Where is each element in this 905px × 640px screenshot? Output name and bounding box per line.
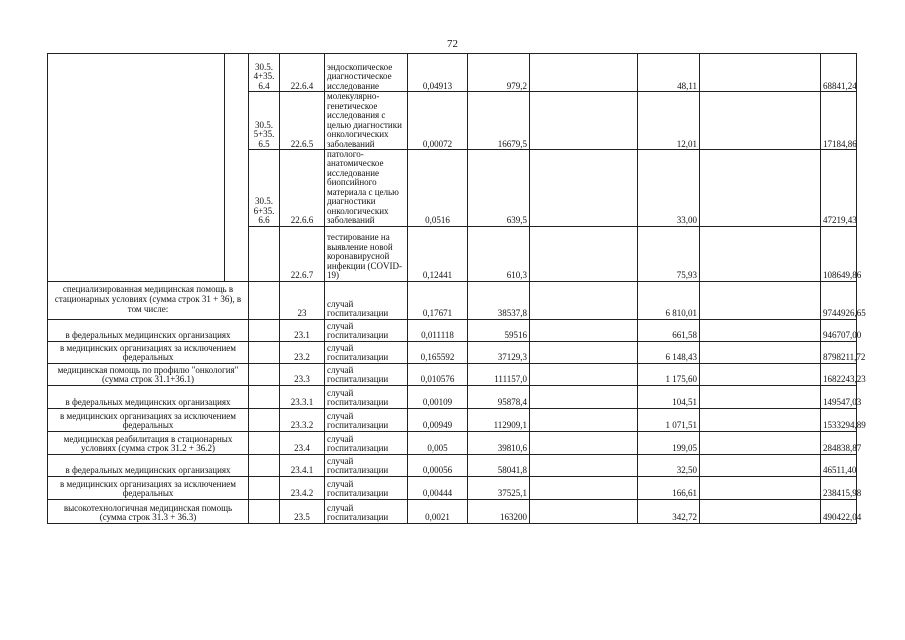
row-per-capita: 33,00 xyxy=(638,150,700,227)
row-label: в медицинских организациях за исключением федеральных xyxy=(48,476,249,499)
row-total: 284838,87 xyxy=(821,431,857,454)
empty-cell xyxy=(530,499,638,523)
row-unit: случай госпитализации xyxy=(325,431,408,454)
empty-cell xyxy=(225,54,249,282)
empty-cell xyxy=(700,319,821,341)
row-label: в медицинских организациях за исключением федеральных xyxy=(48,341,249,363)
empty-cell xyxy=(700,281,821,319)
page-number: 72 xyxy=(447,38,458,50)
row-unit: случай госпитализации xyxy=(325,319,408,341)
row-total: 946707,00 xyxy=(821,319,857,341)
row-cost: 37129,3 xyxy=(468,341,530,363)
row-unit: тестирование на выявление новой коронавирусной инфекции (COVID-19) xyxy=(325,226,408,281)
row-total: 149547,03 xyxy=(821,385,857,408)
norms-table xyxy=(47,53,866,524)
table-row xyxy=(48,363,857,385)
row-per-capita: 661,58 xyxy=(638,319,700,341)
row-per-capita: 75,93 xyxy=(638,226,700,281)
empty-cell xyxy=(700,454,821,476)
empty-cell xyxy=(530,150,638,227)
row-unit: случай госпитализации xyxy=(325,408,408,431)
row-number: 23.3 xyxy=(280,363,325,385)
row-code: 30.5. 5+35. 6.5 xyxy=(249,92,280,150)
row-code xyxy=(249,499,280,523)
table-row xyxy=(48,499,857,523)
empty-cell xyxy=(530,431,638,454)
row-cost: 58041,8 xyxy=(468,454,530,476)
row-cost: 163200 xyxy=(468,499,530,523)
row-cost: 95878,4 xyxy=(468,385,530,408)
row-number: 23.1 xyxy=(280,319,325,341)
row-norm: 0,0516 xyxy=(408,150,468,227)
empty-cell xyxy=(700,92,821,150)
empty-cell xyxy=(700,408,821,431)
empty-cell xyxy=(530,92,638,150)
row-cost: 610,3 xyxy=(468,226,530,281)
row-code xyxy=(249,363,280,385)
empty-cell xyxy=(530,408,638,431)
empty-cell xyxy=(700,385,821,408)
row-unit: патолого-анатомическое исследование биопсийного материала с целью диагностики онкологических заболеваний xyxy=(325,150,408,227)
row-per-capita: 199,05 xyxy=(638,431,700,454)
row-unit: молекулярно-генетическое исследования с целью диагностики онкологических заболеваний xyxy=(325,92,408,150)
row-cost: 639,5 xyxy=(468,150,530,227)
row-unit: случай госпитализации xyxy=(325,499,408,523)
row-norm: 0,0021 xyxy=(408,499,468,523)
row-number: 23.3.2 xyxy=(280,408,325,431)
row-total: 9744926,65 xyxy=(821,281,857,319)
row-total: 47219,43 xyxy=(821,150,857,227)
row-label: медицинская помощь по профилю "онкология" (сумма строк 31.1+36.1) xyxy=(48,363,249,385)
row-total: 17184,86 xyxy=(821,92,857,150)
row-norm: 0,010576 xyxy=(408,363,468,385)
row-cost: 59516 xyxy=(468,319,530,341)
empty-cell xyxy=(530,476,638,499)
row-per-capita: 6 148,43 xyxy=(638,341,700,363)
table-row xyxy=(48,476,857,499)
row-number: 23.3.1 xyxy=(280,385,325,408)
row-label: специализированная медицинская помощь в стационарных условиях (сумма строк 31 + 36), в том числе: xyxy=(48,281,249,319)
row-per-capita: 6 810,01 xyxy=(638,281,700,319)
table-row xyxy=(48,341,857,363)
row-total: 1682243,23 xyxy=(821,363,857,385)
row-per-capita: 104,51 xyxy=(638,385,700,408)
row-code xyxy=(249,281,280,319)
empty-cell xyxy=(700,363,821,385)
empty-cell xyxy=(530,319,638,341)
row-cost: 112909,1 xyxy=(468,408,530,431)
row-label: в федеральных медицинских организациях xyxy=(48,385,249,408)
empty-cell xyxy=(700,54,821,92)
row-cost: 37525,1 xyxy=(468,476,530,499)
row-norm: 0,00949 xyxy=(408,408,468,431)
row-norm: 0,005 xyxy=(408,431,468,454)
empty-cell xyxy=(700,476,821,499)
row-number: 23.4.2 xyxy=(280,476,325,499)
row-norm: 0,17671 xyxy=(408,281,468,319)
table-row xyxy=(48,431,857,454)
row-per-capita: 342,72 xyxy=(638,499,700,523)
row-code xyxy=(249,454,280,476)
empty-cell xyxy=(700,431,821,454)
table-row xyxy=(48,454,857,476)
row-code: 30.5. 4+35. 6.4 xyxy=(249,54,280,92)
row-code xyxy=(249,341,280,363)
row-number: 22.6.4 xyxy=(280,54,325,92)
empty-cell xyxy=(530,454,638,476)
row-per-capita: 1 071,51 xyxy=(638,408,700,431)
empty-cell xyxy=(530,385,638,408)
row-per-capita: 12,01 xyxy=(638,92,700,150)
table-row xyxy=(48,408,857,431)
row-norm: 0,12441 xyxy=(408,226,468,281)
row-cost: 16679,5 xyxy=(468,92,530,150)
empty-cell xyxy=(700,499,821,523)
row-label: высокотехнологичная медицинская помощь (сумма строк 31.3 + 36.3) xyxy=(48,499,249,523)
row-per-capita: 48,11 xyxy=(638,54,700,92)
row-number: 22.6.7 xyxy=(280,226,325,281)
row-number: 23.2 xyxy=(280,341,325,363)
row-number: 23.5 xyxy=(280,499,325,523)
row-total: 490422,04 xyxy=(821,499,857,523)
row-unit: случай госпитализации xyxy=(325,454,408,476)
row-code xyxy=(249,226,280,281)
row-total: 46511,40 xyxy=(821,454,857,476)
row-norm: 0,04913 xyxy=(408,54,468,92)
row-norm: 0,00444 xyxy=(408,476,468,499)
merged-label-cell xyxy=(48,54,225,282)
row-norm: 0,165592 xyxy=(408,341,468,363)
row-label: в медицинских организациях за исключением федеральных xyxy=(48,408,249,431)
row-number: 22.6.5 xyxy=(280,92,325,150)
empty-cell xyxy=(530,54,638,92)
row-per-capita: 166,61 xyxy=(638,476,700,499)
row-cost: 979,2 xyxy=(468,54,530,92)
table-row xyxy=(48,385,857,408)
table-row xyxy=(48,54,857,92)
table-row xyxy=(48,281,857,319)
row-total: 68841,24 xyxy=(821,54,857,92)
row-total: 8798211,72 xyxy=(821,341,857,363)
row-number: 23.4.1 xyxy=(280,454,325,476)
row-code xyxy=(249,476,280,499)
row-code: 30.5. 6+35. 6.6 xyxy=(249,150,280,227)
row-cost: 38537,8 xyxy=(468,281,530,319)
row-code xyxy=(249,431,280,454)
row-code xyxy=(249,319,280,341)
row-unit: случай госпитализации xyxy=(325,385,408,408)
row-total: 238415,98 xyxy=(821,476,857,499)
row-unit: случай госпитализации xyxy=(325,476,408,499)
empty-cell xyxy=(700,226,821,281)
row-number: 22.6.6 xyxy=(280,150,325,227)
row-cost: 111157,0 xyxy=(468,363,530,385)
row-unit: эндоскопическое диагностическое исследование xyxy=(325,54,408,92)
row-number: 23.4 xyxy=(280,431,325,454)
row-norm: 0,00072 xyxy=(408,92,468,150)
row-total: 1533294,89 xyxy=(821,408,857,431)
row-per-capita: 32,50 xyxy=(638,454,700,476)
row-label: в федеральных медицинских организациях xyxy=(48,454,249,476)
row-unit: случай госпитализации xyxy=(325,341,408,363)
empty-cell xyxy=(530,281,638,319)
row-norm: 0,011118 xyxy=(408,319,468,341)
row-total: 108649,86 xyxy=(821,226,857,281)
empty-cell xyxy=(530,341,638,363)
empty-cell xyxy=(530,226,638,281)
row-label: медицинская реабилитация в стационарных условиях (сумма строк 31.2 + 36.2) xyxy=(48,431,249,454)
table-row xyxy=(48,319,857,341)
row-per-capita: 1 175,60 xyxy=(638,363,700,385)
row-label: в федеральных медицинских организациях xyxy=(48,319,249,341)
row-code xyxy=(249,408,280,431)
row-unit: случай госпитализации xyxy=(325,363,408,385)
empty-cell xyxy=(700,341,821,363)
row-cost: 39810,6 xyxy=(468,431,530,454)
empty-cell xyxy=(700,150,821,227)
row-code xyxy=(249,385,280,408)
row-unit: случай госпитализации xyxy=(325,281,408,319)
row-norm: 0,00109 xyxy=(408,385,468,408)
empty-cell xyxy=(530,363,638,385)
row-norm: 0,00056 xyxy=(408,454,468,476)
row-number: 23 xyxy=(280,281,325,319)
